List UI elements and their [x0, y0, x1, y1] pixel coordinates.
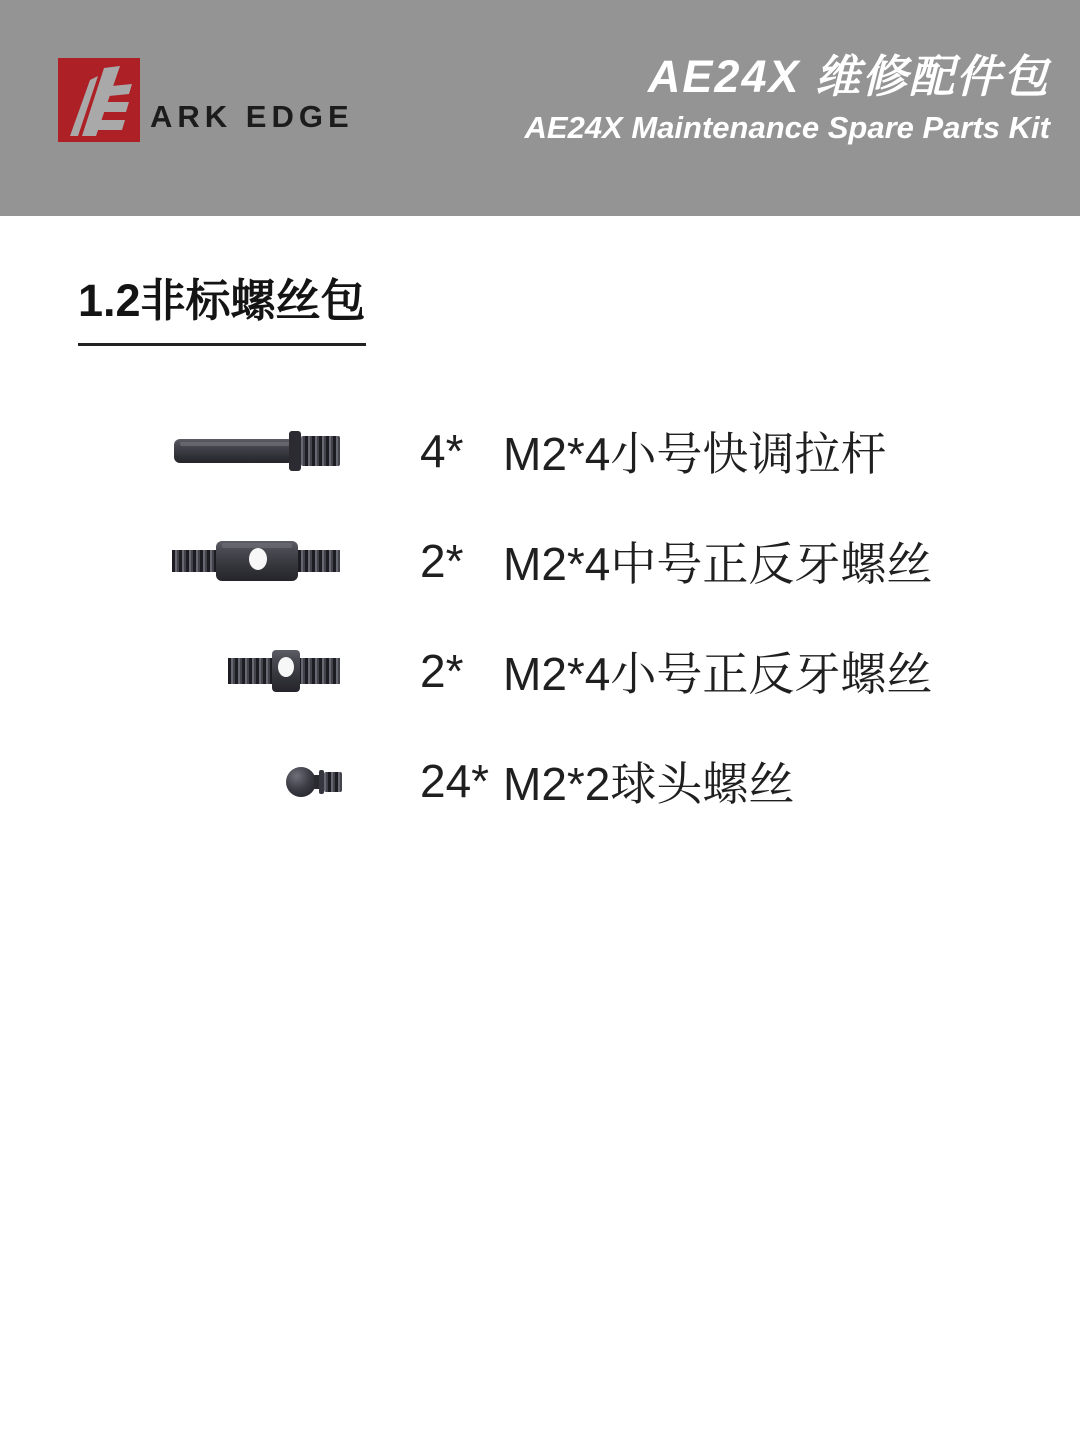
parts-list-item — [0, 419, 1080, 483]
parts-list-item — [0, 529, 1080, 593]
ball-head-screw-icon — [286, 758, 344, 804]
kit-title-zh: AE24X 维修配件包 — [647, 51, 1050, 102]
part-qty: 4* — [420, 425, 464, 477]
section-heading: 1.2非标螺丝包 — [78, 264, 366, 346]
small-reverse-thread-screw-icon — [228, 646, 340, 696]
header-titles — [525, 50, 1050, 148]
parts-list-item — [0, 639, 1080, 703]
part-name: M2*4小号快调拉杆 — [503, 428, 887, 480]
part-name: M2*2球头螺丝 — [503, 758, 795, 810]
parts-list-item — [0, 749, 1080, 813]
ark-edge-logo-icon — [58, 58, 140, 142]
page-header — [0, 0, 1080, 216]
medium-reverse-thread-screw-icon — [172, 536, 340, 586]
part-qty: 24* — [420, 755, 490, 807]
brand-name: ARK EDGE — [150, 99, 354, 134]
quick-adjust-rod-icon — [172, 426, 342, 476]
part-qty: 2* — [420, 535, 464, 587]
part-name: M2*4中号正反牙螺丝 — [503, 538, 933, 590]
part-name: M2*4小号正反牙螺丝 — [503, 648, 933, 700]
kit-title-en: AE24X Maintenance Spare Parts Kit — [524, 110, 1050, 145]
part-qty: 2* — [420, 645, 464, 697]
